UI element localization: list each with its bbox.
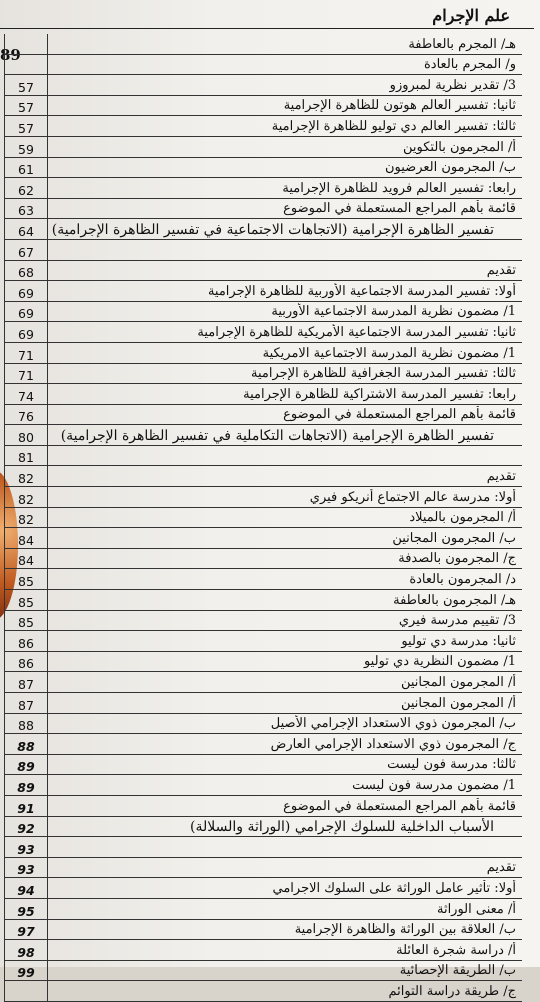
toc-entry-title: أ/ المجرمون بالتكوين: [402, 139, 516, 155]
toc-row: [4, 528, 522, 549]
toc-row: [4, 652, 522, 673]
toc-entry-title: ب/ المجرمون العرضيون: [384, 160, 516, 176]
toc-page-number: 85: [4, 590, 48, 610]
toc-entry-title: ب/ المجرمون ذوي الاستعداد الإجرامي الأصيل: [270, 716, 516, 732]
toc-row: [4, 734, 522, 755]
toc-page-number: 87: [4, 672, 48, 692]
toc-page-number: 93: [4, 837, 48, 857]
toc-entry-title: ب/ العلاقة بين الوراثة والظاهرة الإجرامية: [294, 922, 516, 938]
toc-row: [4, 55, 522, 76]
toc-page-number: 98: [4, 940, 48, 960]
toc-page-number: 82: [4, 487, 48, 507]
toc-entry-title: تفسير الظاهرة الإجرامية (الاتجاهات التكاملية في تفسير الظاهرة الإجرامية): [60, 427, 494, 444]
toc-row: [4, 817, 522, 838]
toc-row: [4, 116, 522, 137]
toc-row: [4, 714, 522, 735]
toc-entry-title: ثالثا: تفسير المدرسة الجغرافية للظاهرة الإجرامية: [251, 366, 516, 382]
toc-entry-title: تقديم: [486, 860, 516, 876]
toc-row: [4, 364, 522, 385]
toc-entry-title: 3/ تقدير نظرية لمبروزو: [389, 77, 516, 93]
toc-row: [4, 322, 522, 343]
toc-row: [4, 34, 522, 55]
toc-row: [4, 590, 522, 611]
toc-page-number: 82: [4, 466, 48, 486]
toc-page-number: 74: [4, 384, 48, 404]
toc-row: [4, 384, 522, 405]
toc-page-number: 68: [4, 261, 48, 281]
toc-row: [4, 878, 522, 899]
toc-page-number: 61: [4, 158, 48, 178]
toc-entry-title: ب/ المجرمون المجانين: [392, 530, 516, 546]
toc-page-number: 59: [4, 137, 48, 157]
toc-entry-title: 1/ مضمون مدرسة فون ليست: [352, 777, 516, 793]
toc-page-number: 76: [4, 405, 48, 425]
toc-page-number: 89: [4, 755, 48, 775]
toc-page-number: 81: [4, 446, 48, 466]
toc-entry-title: أولا: تفسير المدرسة الاجتماعية الأوربية للظاهرة الإجرامية: [207, 283, 516, 299]
toc-row: [4, 672, 522, 693]
toc-page-number: 67: [4, 240, 48, 260]
toc-row: [4, 446, 522, 467]
toc-page-number: 57: [4, 75, 48, 95]
toc-entry-title: رابعا: تفسير العالم فرويد للظاهرة الإجرامية: [282, 180, 516, 196]
toc-entry-title: ثالثا: تفسير العالم دي توليو للظاهرة الإجرامية: [271, 118, 516, 134]
table-of-contents: [4, 34, 522, 1002]
toc-entry-title: قائمة بأهم المراجع المستعملة في الموضوع: [283, 407, 516, 423]
toc-entry-title: ب/ الطريقة الإحصائية: [399, 963, 516, 979]
toc-page-number: 89: [4, 775, 48, 795]
toc-entry-title: قائمة بأهم المراجع المستعملة في الموضوع: [283, 201, 516, 217]
toc-entry-title: 3/ تقييم مدرسة فيري: [398, 613, 516, 629]
toc-page-number: 95: [4, 899, 48, 919]
toc-entry-title: أ/ معنى الوراثة: [436, 901, 516, 917]
toc-row: [4, 981, 522, 1002]
toc-page-number: 85: [4, 569, 48, 589]
toc-row: [4, 343, 522, 364]
toc-page-number: 93: [4, 858, 48, 878]
toc-page-number: 86: [4, 652, 48, 672]
toc-row: [4, 219, 522, 240]
toc-entry-title: و/ المجرم بالعادة: [424, 57, 516, 73]
toc-entry-title: أولا: مدرسة عالم الاجتماع أنريكو فيري: [309, 489, 516, 505]
toc-page-number: 94: [4, 878, 48, 898]
toc-page-number: 71: [4, 364, 48, 384]
toc-row: [4, 920, 522, 941]
toc-entry-title: تقديم: [486, 263, 516, 279]
toc-page-number: 99: [4, 961, 48, 981]
toc-page-number: 84: [4, 549, 48, 569]
toc-row: [4, 755, 522, 776]
toc-entry-title: 1/ مضمون النظرية دي توليو: [363, 654, 516, 670]
toc-entry-title: ج/ المجرمون ذوي الاستعداد الإجرامي العارض: [270, 736, 516, 752]
toc-row: [4, 302, 522, 323]
toc-entry-title: ثانيا: مدرسة دي توليو: [401, 633, 516, 649]
toc-page-number: 84: [4, 528, 48, 548]
toc-row: [4, 281, 522, 302]
toc-entry-title: ج/ طريقة دراسة التوائم: [388, 983, 516, 999]
toc-row: [4, 940, 522, 961]
toc-row: [4, 199, 522, 220]
toc-page-number: [4, 981, 48, 1001]
toc-row: [4, 96, 522, 117]
toc-page-number: 82: [4, 508, 48, 528]
toc-entry-title: هـ/ المجرمون بالعاطفة: [393, 592, 516, 608]
corner-page-number: 89: [0, 46, 21, 64]
toc-row: [4, 693, 522, 714]
toc-row: [4, 425, 522, 446]
toc-row: [4, 508, 522, 529]
toc-page-number: 87: [4, 693, 48, 713]
toc-row: [4, 405, 522, 426]
toc-entry-title: د/ المجرمون بالعادة: [409, 572, 516, 588]
toc-page-number: [4, 34, 48, 54]
toc-page-number: 57: [4, 96, 48, 116]
toc-row: [4, 261, 522, 282]
toc-page-number: [4, 55, 48, 75]
toc-page-number: 69: [4, 281, 48, 301]
toc-entry-title: الأسباب الداخلية للسلوك الإجرامي (الوراثة والسلالة): [190, 819, 494, 836]
toc-row: [4, 569, 522, 590]
toc-page-number: 88: [4, 714, 48, 734]
toc-page-number: 69: [4, 302, 48, 322]
toc-page-number: 88: [4, 734, 48, 754]
toc-entry-title: ثانيا: تفسير المدرسة الاجتماعية الأمريكية للظاهرة الإجرامية: [197, 324, 516, 340]
toc-entry-title: أ/ دراسة شجرة العائلة: [396, 942, 516, 958]
toc-page-number: 92: [4, 817, 48, 837]
toc-row: [4, 466, 522, 487]
toc-page-number: 86: [4, 631, 48, 651]
toc-entry-title: رابعا: تفسير المدرسة الاشتراكية للظاهرة الإجرامية: [243, 386, 516, 402]
toc-row: [4, 796, 522, 817]
header-rule: [0, 28, 534, 29]
toc-entry-title: أ/ المجرمون المجانين: [400, 695, 516, 711]
toc-page-number: 85: [4, 611, 48, 631]
toc-row: [4, 961, 522, 982]
toc-row: [4, 858, 522, 879]
toc-entry-title: 1/ مضمون نظرية المدرسة الاجتماعية الامريكية: [262, 345, 516, 361]
toc-row: [4, 837, 522, 858]
toc-entry-title: تفسير الظاهرة الإجرامية (الاتجاهات الاجتماعية في تفسير الظاهرة الإجرامية): [51, 221, 494, 238]
toc-entry-title: أ/ المجرمون بالميلاد: [409, 510, 516, 526]
toc-page-number: 57: [4, 116, 48, 136]
toc-row: [4, 178, 522, 199]
toc-entry-title: ثانيا: تفسير العالم هوتون للظاهرة الإجرامية: [283, 98, 516, 114]
toc-page-number: 97: [4, 920, 48, 940]
toc-row: [4, 611, 522, 632]
toc-entry-title: هـ/ المجرم بالعاطفة: [408, 36, 516, 52]
toc-page-number: 69: [4, 322, 48, 342]
toc-row: [4, 549, 522, 570]
toc-row: [4, 240, 522, 261]
toc-row: [4, 137, 522, 158]
toc-page-number: 62: [4, 178, 48, 198]
toc-row: [4, 775, 522, 796]
toc-row: [4, 899, 522, 920]
toc-row: [4, 631, 522, 652]
toc-entry-title: أ/ المجرمون المجانين: [400, 675, 516, 690]
toc-entry-title: قائمة بأهم المراجع المستعملة في الموضوع: [283, 798, 516, 814]
toc-row: [4, 75, 522, 96]
toc-entry-title: تقديم: [486, 469, 516, 485]
toc-page-number: 63: [4, 199, 48, 219]
toc-entry-title: ثالثا: مدرسة فون ليست: [387, 757, 516, 773]
toc-entry-title: 1/ مضمون نظرية المدرسة الاجتماعية الأوربية: [271, 304, 516, 320]
toc-page-number: 71: [4, 343, 48, 363]
toc-page-number: 91: [4, 796, 48, 816]
toc-entry-title: ج/ المجرمون بالصدفة: [398, 551, 516, 567]
toc-row: [4, 487, 522, 508]
toc-entry-title: أولا: تأثير عامل الوراثة على السلوك الاجرامي: [272, 880, 516, 896]
page-header-title: علم الإجرام: [432, 6, 510, 25]
toc-page-number: 80: [4, 425, 48, 445]
toc-page-number: 64: [4, 219, 48, 239]
toc-row: [4, 158, 522, 179]
